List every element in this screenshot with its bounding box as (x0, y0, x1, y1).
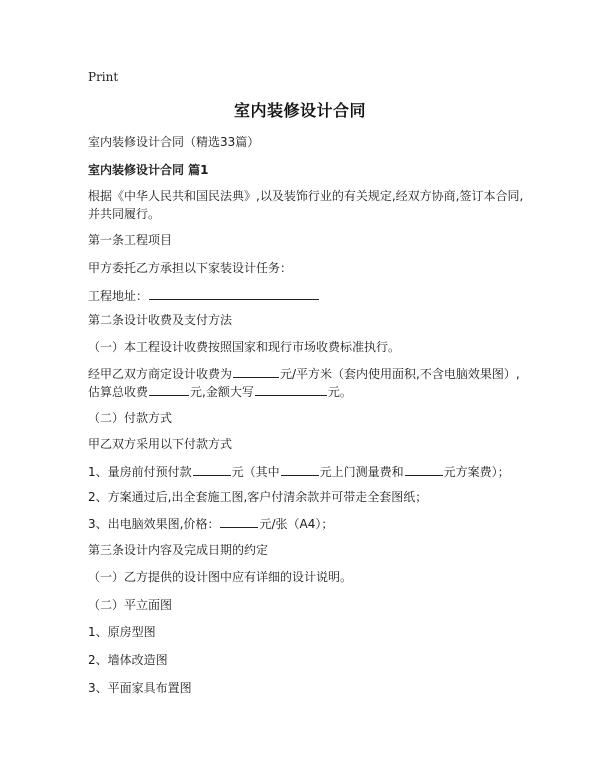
intro-paragraph-line-2: 并共同履行。 (88, 207, 161, 221)
fee-line-1 (88, 364, 520, 383)
payment-item-1-text-d: 元方案费）； (443, 465, 510, 479)
article-2-title: 第二条设计收费及支付方法 (88, 313, 233, 327)
fee-line-1-text-b: 元/平方米（套内使用面积,不含电脑效果图）, (280, 367, 520, 381)
fee-line-2 (88, 382, 520, 401)
address-blank (149, 286, 319, 300)
fee-item-1: （一）本工程设计收费按照国家和现行市场收费标准执行。 (88, 340, 401, 354)
document-subtitle: 室内装修设计合同（精选33篇） (88, 135, 260, 149)
plan-item-1: 1、原房型图 (88, 625, 156, 639)
payment-text: 甲乙双方采用以下付款方式 (88, 437, 233, 451)
fee-per-sqm-blank (233, 364, 279, 378)
payment-title: （二）付款方式 (88, 411, 173, 425)
article-1-title: 第一条工程项目 (88, 233, 173, 247)
amount-in-words-blank (255, 382, 327, 396)
print-label[interactable]: Print (88, 70, 119, 84)
address-label: 工程地址： (88, 289, 149, 303)
address-row (88, 286, 520, 305)
survey-fee-blank (281, 462, 319, 476)
plan-item-3: 3、平面家具布置图 (88, 681, 192, 695)
payment-item-1-text-c: 元上门测量费和 (319, 465, 404, 479)
payment-item-3-text-a: 3、出电脑效果图,价格： (88, 517, 220, 531)
article-1-text: 甲方委托乙方承担以下家装设计任务： (88, 261, 293, 275)
total-fee-blank (149, 382, 189, 396)
prepayment-blank (193, 462, 231, 476)
payment-item-3-text-b: 元/张（A4）； (259, 517, 334, 531)
payment-item-3 (88, 514, 520, 533)
payment-item-1-text-a: 1、量房前付预付款 (88, 465, 192, 479)
payment-item-2: 2、方案通过后,出全套施工图,客户付清余款并可带走全套图纸； (88, 490, 428, 504)
payment-item-1-text-b: 元（其中 (231, 465, 280, 479)
fee-line-2-text-b: 元,金额大写 (190, 385, 254, 399)
page-title: 室内装修设计合同 (233, 101, 366, 120)
fee-line-1-text-a: 经甲乙双方商定设计收费为 (88, 367, 233, 381)
fee-line-2-text-a: 估算总收费 (88, 385, 149, 399)
fee-line-2-text-c: 元。 (327, 385, 352, 399)
rendering-price-blank (220, 514, 258, 528)
design-item-1: （一）乙方提供的设计图中应有详细的设计说明。 (88, 570, 353, 584)
intro-paragraph-line-1: 根据《中华人民共和国民法典》,以及装饰行业的有关规定,经双方协商,签订本合同, (88, 189, 524, 203)
scheme-fee-blank (405, 462, 443, 476)
plan-item-2: 2、墙体改造图 (88, 653, 168, 667)
article-3-title: 第三条设计内容及完成日期的约定 (88, 543, 269, 557)
section-heading: 室内装修设计合同 篇1 (88, 163, 209, 177)
design-item-2: （二）平立面图 (88, 598, 173, 612)
payment-item-1 (88, 462, 520, 481)
